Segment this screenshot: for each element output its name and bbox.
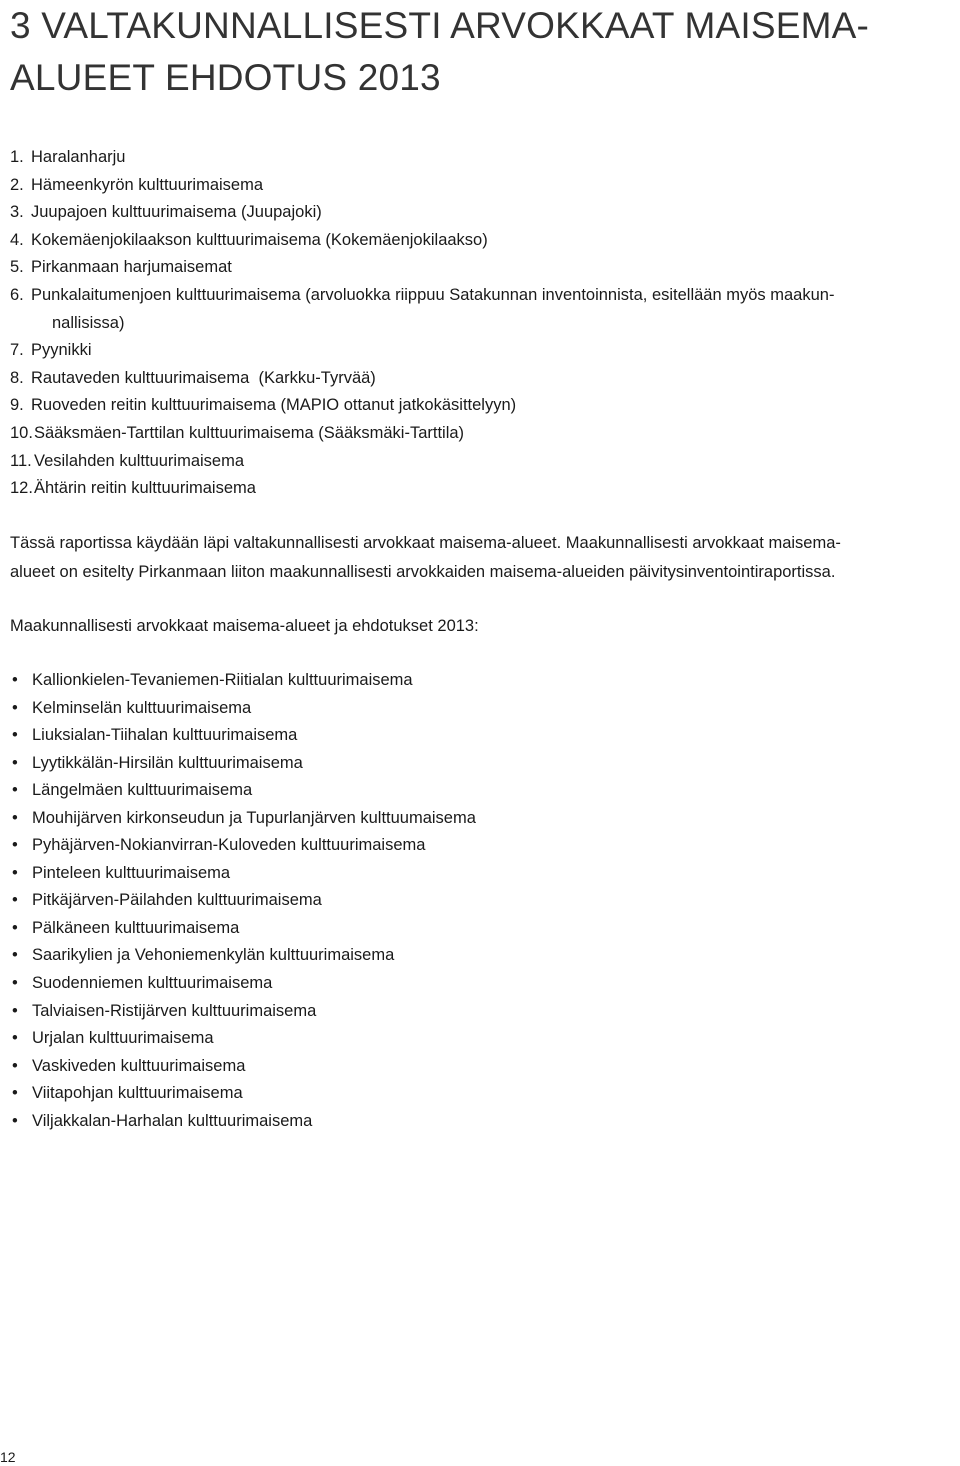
bullet-list-item — [10, 832, 476, 860]
bullet-list-item — [10, 915, 476, 943]
numbered-list-item — [10, 475, 950, 503]
bullet-list-item — [10, 860, 476, 888]
bullet-item-text: Talviaisen-Ristijärven kulttuurimaisema — [32, 1001, 317, 1020]
bullet-list-item — [10, 777, 476, 805]
list-item-text: Haralanharju — [31, 148, 126, 166]
list-item-text-continuation: nallisissa) — [52, 313, 125, 332]
list-item-text: Pirkanmaan harjumaisemat — [31, 258, 232, 277]
intro-paragraph — [10, 529, 955, 587]
bullet-icon: • — [12, 974, 18, 993]
bullet-icon: • — [12, 863, 18, 882]
bullet-item-text: Viitapohjan kulttuurimaisema — [32, 1084, 243, 1103]
bullet-icon: • — [12, 1084, 18, 1103]
numbered-list-item — [10, 448, 950, 476]
bullet-list-item — [10, 887, 476, 915]
numbered-list-item — [10, 254, 950, 282]
bullet-icon: • — [12, 1029, 18, 1048]
bullet-list-item — [10, 805, 476, 833]
numbered-landscape-list — [10, 144, 950, 503]
bullet-icon: • — [12, 698, 18, 717]
bullet-icon: • — [12, 781, 18, 800]
numbered-list-item — [10, 227, 950, 255]
list-item-number: 8. — [10, 368, 24, 387]
bullet-item-text: Pälkäneen kulttuurimaisema — [32, 918, 240, 937]
list-item-text: Vesilahden kulttuurimaisema — [34, 451, 245, 470]
bullet-list-item — [10, 1053, 476, 1081]
bullet-icon: • — [12, 726, 18, 745]
page-number: 12 — [0, 1449, 16, 1465]
list-item-number: 6. — [10, 285, 24, 304]
bullet-item-text: Pinteleen kulttuurimaisema — [32, 863, 231, 882]
list-item-number: 7. — [10, 341, 24, 360]
list-item-text: Ruoveden reitin kulttuurimaisema (MAPIO ottanut jatkokäsittelyyn) — [31, 396, 517, 415]
bullet-list-item — [10, 667, 476, 695]
list-item-text: Pyynikki — [31, 341, 92, 360]
bullet-item-text: Saarikylien ja Vehoniemenkylän kulttuurimaisema — [32, 946, 395, 965]
bullet-list-item — [10, 750, 476, 778]
numbered-list-item — [10, 172, 950, 200]
bullet-item-text: Liuksialan-Tiihalan kulttuurimaisema — [32, 726, 298, 745]
list-item-text: Rautaveden kulttuurimaisema (Karkku-Tyrvää) — [31, 368, 376, 387]
bullet-item-text: Urjalan kulttuurimaisema — [32, 1029, 214, 1048]
list-item-number: 2. — [10, 175, 24, 194]
bullet-list-item — [10, 1080, 476, 1108]
regional-landscape-list — [10, 667, 476, 1135]
numbered-list-item — [10, 420, 950, 448]
bullet-list-item — [10, 1025, 476, 1053]
list-item-text: Juupajoen kulttuurimaisema (Juupajoki) — [31, 203, 322, 222]
bullet-item-text: Längelmäen kulttuurimaisema — [32, 781, 253, 800]
numbered-list-item — [10, 199, 950, 227]
bullet-icon: • — [12, 918, 18, 937]
list-item-number: 5. — [10, 258, 24, 277]
list-item-number: 11. — [10, 451, 32, 470]
page-title-line-1: 3 VALTAKUNNALLISESTI ARVOKKAAT MAISEMA- — [10, 5, 870, 46]
bullet-list-item — [10, 942, 476, 970]
list-item-text: Punkalaitumenjoen kulttuurimaisema (arvoluokka riippuu Satakunnan inventoinnista, esitellään myös maakun- — [31, 285, 835, 304]
page-title-line-2: ALUEET EHDOTUS 2013 — [10, 57, 441, 98]
bullet-item-text: Kallionkielen-Tevaniemen-Riitialan kulttuurimaisema — [32, 671, 413, 689]
numbered-list-item — [10, 392, 950, 420]
bullet-item-text: Viljakkalan-Harhalan kulttuurimaisema — [32, 1111, 313, 1130]
list-item-number: 10. — [10, 423, 33, 442]
list-item-number: 4. — [10, 230, 24, 249]
bullet-icon: • — [12, 671, 18, 689]
bullet-list-item — [10, 970, 476, 998]
page-title — [10, 0, 910, 104]
bullet-list-item — [10, 722, 476, 750]
list-item-number: 12. — [10, 479, 33, 498]
list-item-text: Ähtärin reitin kulttuurimaisema — [34, 479, 256, 498]
bullet-item-text: Lyytikkälän-Hirsilän kulttuurimaisema — [32, 753, 303, 772]
numbered-list-item — [10, 282, 950, 337]
regional-areas-subheading: Maakunnallisesti arvokkaat maisema-alueet ja ehdotukset 2013: — [10, 617, 479, 635]
list-item-number: 9. — [10, 396, 24, 415]
bullet-icon: • — [12, 1111, 18, 1130]
bullet-icon: • — [12, 1056, 18, 1075]
bullet-icon: • — [12, 946, 18, 965]
bullet-item-text: Pitkäjärven-Päilahden kulttuurimaisema — [32, 891, 322, 910]
bullet-item-text: Mouhijärven kirkonseudun ja Tupurlanjärven kulttuumaisema — [32, 808, 476, 827]
bullet-list-item — [10, 695, 476, 723]
list-item-number: 3. — [10, 203, 24, 222]
numbered-list-item — [10, 365, 950, 393]
bullet-item-text: Suodenniemen kulttuurimaisema — [32, 974, 273, 993]
list-item-number: 1. — [10, 148, 24, 166]
bullet-list-item — [10, 1108, 476, 1136]
intro-paragraph-line-2: alueet on esitelty Pirkanmaan liiton maakunnallisesti arvokkaiden maisema-alueiden päivitysinventointiraportissa. — [10, 563, 836, 581]
bullet-item-text: Vaskiveden kulttuurimaisema — [32, 1056, 246, 1075]
bullet-item-text: Kelminselän kulttuurimaisema — [32, 698, 252, 717]
bullet-icon: • — [12, 808, 18, 827]
list-item-text: Hämeenkyrön kulttuurimaisema — [31, 175, 264, 194]
list-item-text: Sääksmäen-Tarttilan kulttuurimaisema (Sääksmäki-Tarttila) — [34, 423, 465, 442]
bullet-list-item — [10, 998, 476, 1026]
numbered-list-item — [10, 144, 950, 172]
bullet-icon: • — [12, 836, 18, 855]
list-item-text: Kokemäenjokilaakson kulttuurimaisema (Kokemäenjokilaakso) — [31, 230, 488, 249]
numbered-list-item — [10, 337, 950, 365]
bullet-icon: • — [12, 1001, 18, 1020]
intro-paragraph-line-1: Tässä raportissa käydään läpi valtakunnallisesti arvokkaat maisema-alueet. Maakunnallisesti arvokkaat maisema- — [10, 534, 841, 552]
bullet-icon: • — [12, 891, 18, 910]
bullet-item-text: Pyhäjärven-Nokianvirran-Kuloveden kulttuurimaisema — [32, 836, 426, 855]
bullet-icon: • — [12, 753, 18, 772]
